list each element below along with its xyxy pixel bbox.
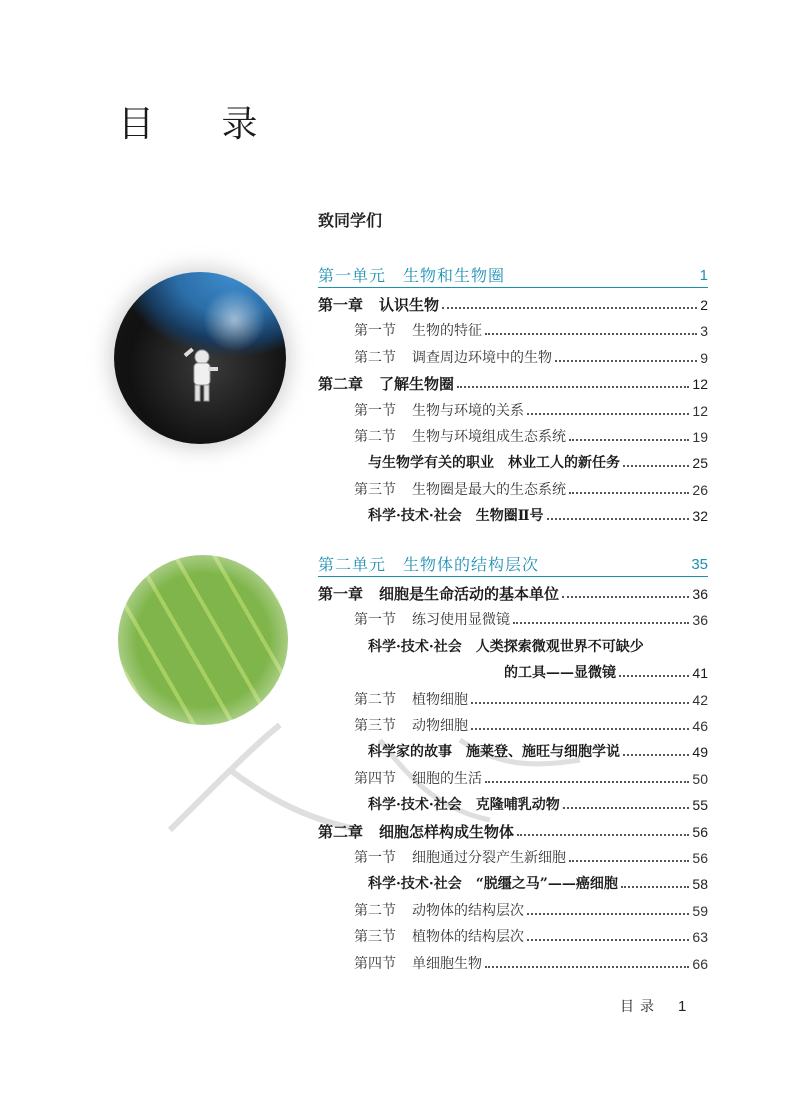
entry-title [504,664,616,682]
entry-text: 了解生物圈 [379,375,455,394]
reading-entry[interactable] [318,446,708,472]
footer-label: 目录 [620,999,660,1015]
entry-text: 科学·技术·社会 “脱缰之马”——癌细胞 [368,876,618,893]
entry-title [354,955,482,973]
entry-text: 细胞是生命活动的基本单位 [379,585,560,603]
footer-page-number: 1 [678,998,687,1015]
entry-page-number: 3 [700,323,708,340]
section-entry[interactable] [318,683,708,709]
reading-entry[interactable] [318,499,708,525]
entry-title [354,402,524,420]
section-entry[interactable] [318,894,708,920]
entry-text: 动物细胞 [412,718,468,734]
entry-text: 调查周边环境中的生物 [412,349,552,366]
entry-title [318,823,514,841]
page-title: 目 录 [118,104,286,145]
entry-title [368,796,560,814]
astronaut-icon [178,345,224,407]
entry-number: 第三节 [354,718,396,734]
dot-leader [485,781,689,783]
entry-title [354,691,468,709]
entry-page-number: 42 [692,691,708,708]
section-entry[interactable] [318,762,708,788]
entry-page-number: 12 [692,376,708,393]
reading-entry[interactable] [318,735,708,761]
entry-page-number: 56 [692,850,708,866]
entry-number: 第二节 [354,902,396,919]
entry-text: 生物与环境的关系 [412,402,524,419]
section-entry[interactable] [318,709,708,735]
entry-title [368,507,544,525]
entry-text: 科学·技术·社会 人类探索微观世界不可缺少 [368,638,644,655]
entry-page-number: 46 [692,718,708,734]
entry-text: 细胞通过分裂产生新细胞 [412,850,566,866]
entry-page-number: 63 [692,929,708,946]
dot-leader [619,675,689,677]
entry-text: 与生物学有关的职业 林业工人的新任务 [368,455,620,472]
entry-title [354,902,524,920]
entry-text: 植物体的结构层次 [412,929,524,946]
entry-number: 第一章 [318,296,364,314]
unit-page-number: 35 [691,556,708,573]
entry-number: 第一节 [354,850,396,866]
entry-page-number: 55 [692,797,708,814]
dot-leader [569,439,689,441]
reading-entry[interactable] [318,630,708,656]
entry-number: 第一章 [318,585,364,603]
entry-page-number: 59 [692,902,708,919]
dot-leader [547,518,690,520]
dot-leader [569,860,689,862]
dot-leader [555,360,697,362]
unit-title: 第二单元 生物体的结构层次 [318,555,540,574]
entry-title [368,743,620,761]
entry-title [354,770,482,788]
entry-text: 动物体的结构层次 [412,902,524,919]
entry-page-number: 12 [692,402,708,419]
entry-title [354,849,566,867]
dot-leader [563,807,690,809]
dot-leader [471,728,689,730]
entry-number: 第三节 [354,481,396,498]
entry-page-number: 19 [692,429,708,445]
table-of-contents [318,0,708,1000]
entry-page-number: 56 [692,823,708,840]
entry-title [354,322,482,340]
entry-text: 生物的特征 [412,323,482,340]
entry-title [318,375,454,393]
dot-leader [513,622,689,624]
entry-text: 科学·技术·社会 生物圈Ⅱ号 [368,508,544,525]
entry-text: 的工具——显微镜 [504,665,616,682]
entry-number: 第一节 [354,612,396,629]
entry-title [368,638,644,656]
dot-leader [457,386,689,388]
entry-text: 科学·技术·社会 克隆哺乳动物 [368,797,560,814]
entry-page-number: 66 [692,955,708,972]
reading-entry[interactable] [318,656,708,682]
unit-heading[interactable] [318,548,708,574]
entry-number: 第二节 [354,349,396,366]
entry-page-number: 50 [692,770,708,787]
unit-heading[interactable] [318,259,708,285]
greeting-entry[interactable]: 致同学们 [318,211,383,230]
entry-text: 生物与环境组成生态系统 [412,429,566,445]
dot-leader [621,886,690,888]
section-entry[interactable] [318,473,708,499]
entry-page-number: 36 [692,586,708,602]
chapter-entry[interactable] [318,577,708,603]
chapter-entry[interactable] [318,815,708,841]
entry-number: 第二节 [354,691,396,708]
dot-leader [527,939,689,941]
entry-text: 科学家的故事 施莱登、施旺与细胞学说 [368,744,620,761]
entry-title [354,611,510,629]
entry-text: 认识生物 [379,296,440,314]
entry-title [368,454,620,472]
section-entry[interactable] [318,394,708,420]
reading-entry[interactable] [318,867,708,893]
entry-title [354,428,566,446]
entry-number: 第四节 [354,770,396,787]
entry-number: 第一节 [354,323,396,340]
entry-text: 练习使用显微镜 [412,612,510,629]
entry-page-number: 25 [692,455,708,472]
entry-number: 第三节 [354,929,396,946]
entry-page-number: 26 [692,481,708,498]
entry-title [318,296,439,314]
section-entry[interactable] [318,603,708,629]
dot-leader [623,465,689,467]
entry-text: 单细胞生物 [412,955,482,972]
entry-number: 第四节 [354,955,396,972]
entry-page-number: 41 [692,665,708,682]
dot-leader [527,913,689,915]
section-entry[interactable] [318,920,708,946]
unit-page-number: 1 [699,267,708,284]
entry-page-number: 2 [700,297,708,313]
entry-text: 细胞怎样构成生物体 [379,822,515,841]
section-entry[interactable] [318,420,708,446]
section-entry[interactable] [318,947,708,973]
entry-title [318,585,559,603]
section-entry[interactable] [318,314,708,340]
dot-leader [442,307,697,309]
entry-title [354,717,468,735]
entry-number: 第二章 [318,375,364,394]
section-entry[interactable] [318,841,708,867]
dot-leader [569,492,689,494]
dot-leader [517,834,689,836]
entry-text: 植物细胞 [412,691,468,708]
entry-page-number: 32 [692,508,708,525]
entry-page-number: 49 [692,744,708,761]
reading-entry[interactable] [318,788,708,814]
dot-leader [623,754,689,756]
dot-leader [471,702,689,704]
plant-cells-illustration [118,555,288,725]
entry-page-number: 9 [700,349,708,366]
entry-page-number: 36 [692,612,708,629]
entry-title [368,875,618,893]
entry-page-number: 58 [692,876,708,893]
entry-title [354,928,524,946]
entry-number: 第二节 [354,429,396,445]
entry-number: 第一节 [354,402,396,419]
dot-leader [527,413,689,415]
entry-text: 细胞的生活 [412,770,482,787]
section-entry[interactable] [318,341,708,367]
dot-leader [562,596,689,598]
dot-leader [485,966,689,968]
entry-title [354,349,552,367]
chapter-entry[interactable] [318,367,708,393]
dot-leader [485,333,697,335]
unit-title: 第一单元 生物和生物圈 [318,266,506,285]
chapter-entry[interactable] [318,288,708,314]
entry-title [354,481,566,499]
entry-number: 第二章 [318,822,364,841]
entry-text: 生物圈是最大的生态系统 [412,481,566,498]
page-footer [620,996,686,1016]
